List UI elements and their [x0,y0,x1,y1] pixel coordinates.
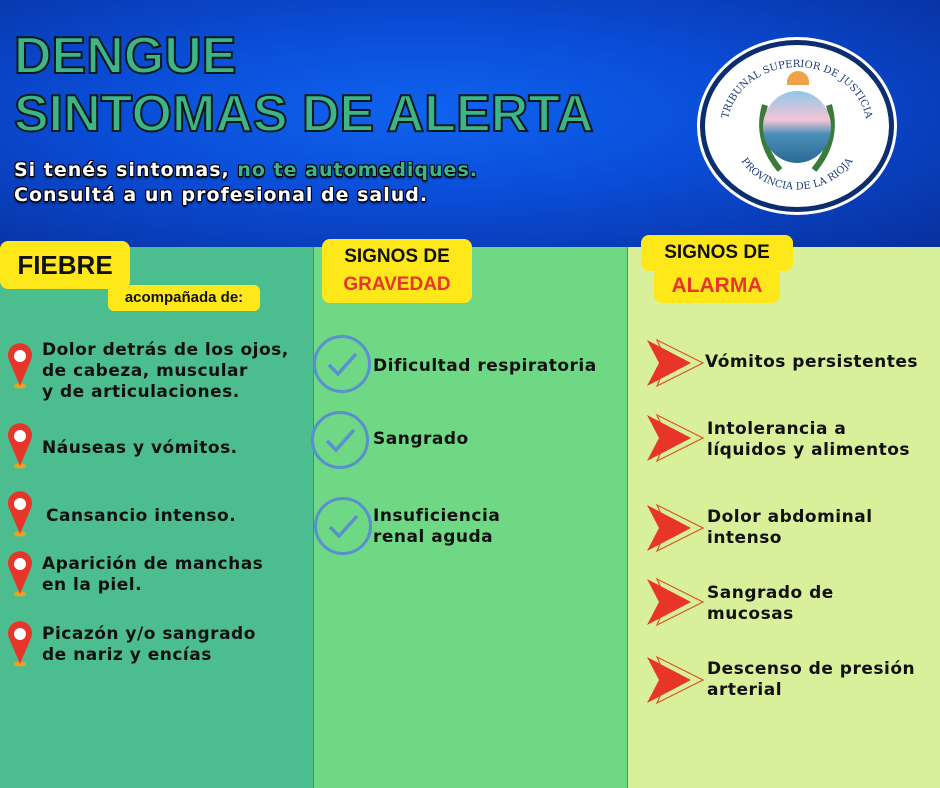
alarma-heading: SIGNOS DE [641,235,793,271]
title-line2: SINTOMAS DE ALERTA [14,85,594,143]
fiebre-item: Picazón y/o sangrado de nariz y encías [42,624,256,665]
fiebre-item: Aparición de manchas en la piel. [42,554,264,595]
red-arrow-icon [645,413,705,463]
subtitle [14,158,478,208]
location-pin-icon [7,342,33,390]
gravedad-item: Sangrado [373,429,469,449]
gravedad-item: Insuficiencia renal aguda [373,506,501,547]
red-arrow-icon [645,577,705,627]
alarma-item: Sangrado de mucosas [707,583,834,624]
subtitle-line2: Consultá a un profesional de salud. [14,184,429,206]
alarma-item: Vómitos persistentes [705,352,918,372]
alarma-item: Dolor abdominal intenso [707,507,873,548]
alarma-item: Descenso de presión arterial [707,659,916,700]
location-pin-icon [7,550,33,598]
red-arrow-icon [645,655,705,705]
subtitle-text: Si tenés sintomas, [14,159,238,181]
check-circle-icon [313,335,371,393]
gravedad-item: Dificultad respiratoria [373,356,597,376]
fiebre-item: Cansancio intenso. [46,506,237,526]
mountain-emblem [763,91,831,163]
header-banner [0,0,940,250]
fiebre-subheading: acompañada de: [108,285,260,311]
location-pin-icon [7,422,33,470]
gravedad-heading [322,239,472,303]
fiebre-item: Náuseas y vómitos. [42,438,238,458]
seal-text-bottom: PROVINCIA DE LA RIOJA [738,156,856,193]
fiebre-heading: FIEBRE [0,241,130,289]
court-seal-logo [700,40,894,212]
subtitle-highlight: no te automediques. [237,159,478,181]
check-circle-icon [314,497,372,555]
fiebre-item: Dolor detrás de los ojos, de cabeza, muscular y de articulaciones. [42,340,289,402]
red-arrow-icon [645,338,705,388]
red-arrow-icon [645,503,705,553]
gravedad-heading-line2: GRAVEDAD [343,274,451,295]
location-pin-icon [7,620,33,668]
title-line1: DENGUE [14,27,237,85]
check-circle-icon [311,411,369,469]
alarma-item: Intolerancia a líquidos y alimentos [707,419,911,460]
gravedad-heading-line1: SIGNOS DE [344,246,450,267]
seal-text-top: TRIBUNAL SUPERIOR DE JUSTICIA [720,58,874,120]
location-pin-icon [7,490,33,538]
alarma-subheading: ALARMA [654,269,780,303]
